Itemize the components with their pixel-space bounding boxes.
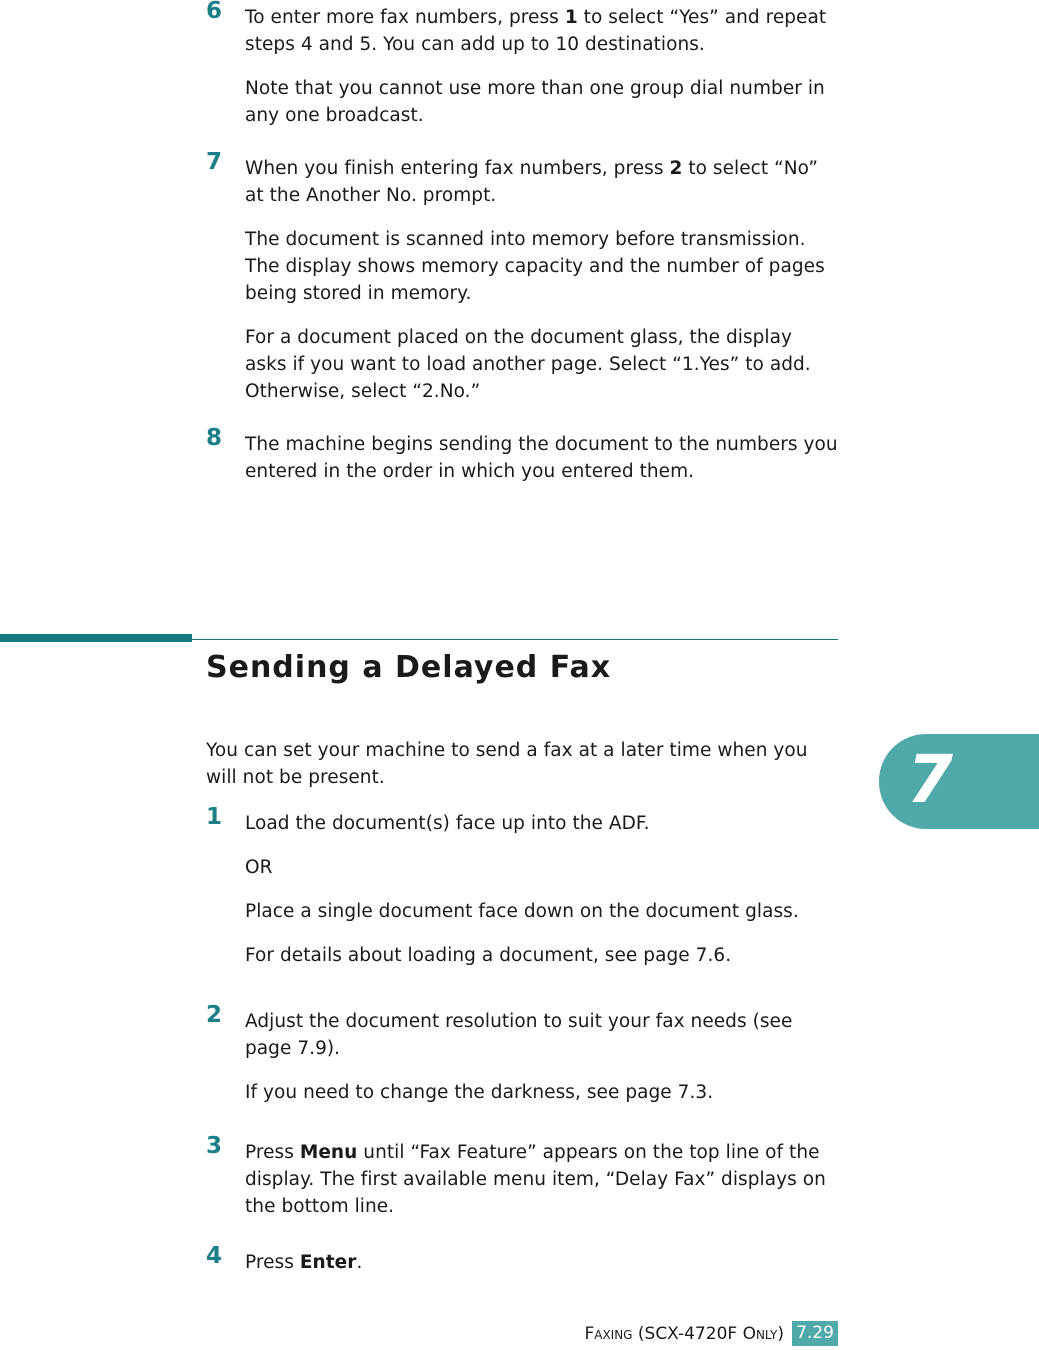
page-footer [0,1322,790,1346]
step-paragraph: The document is scanned into memory before transmission. The display shows memory capacity and the number of pages being stored in memory. [245,229,825,304]
step-number: 4 [206,1243,223,1269]
bold-keyword: 2 [669,158,683,179]
step-7 [206,149,838,405]
step-paragraph: Press Enter. [245,1252,363,1273]
step-body [245,1008,838,1106]
step-number: 2 [206,1002,223,1028]
step-number: 8 [206,425,223,451]
step-number: 6 [206,0,223,24]
step-number: 3 [206,1133,223,1159]
step-paragraph: When you finish entering fax numbers, press 2 to select “No” at the Another No. prompt. [245,158,818,206]
step-paragraph: Note that you cannot use more than one group dial number in any one broadcast. [245,78,825,126]
page-number: 7.29 [792,1321,838,1346]
bold-keyword: Menu [299,1142,358,1163]
step-3 [206,1133,838,1220]
step-number: 1 [206,804,223,830]
bold-keyword: Enter [299,1252,357,1273]
step-paragraph: If you need to change the darkness, see page 7.3. [245,1082,714,1103]
step-4 [206,1243,838,1276]
step-paragraph: Place a single document face down on the document glass. [245,901,799,922]
step-paragraph: Load the document(s) face up into the ADF. [245,813,650,834]
step-body [245,4,838,129]
step-paragraph: Press Menu until “Fax Feature” appears on the top line of the display. The first available menu item, “Delay Fax” displays on the bottom line. [245,1142,826,1217]
chapter-tab-number: 7 [907,741,953,818]
section-title: Sending a Delayed Fax [206,650,612,685]
footer-close: ) [777,1324,784,1344]
section-rule-thin [192,639,838,640]
step-8 [206,425,838,485]
step-1 [206,804,838,969]
step-paragraph: Adjust the document resolution to suit your fax needs (see page 7.9). [245,1011,793,1059]
step-paragraph: For details about loading a document, see page 7.6. [245,945,732,966]
step-body [245,431,838,485]
step-6 [206,0,838,129]
step-number: 7 [206,149,223,175]
bold-keyword: 1 [564,7,578,28]
footer-only: Only [742,1324,778,1344]
footer-model: (SCX-4720F [637,1324,743,1344]
step-body [245,1139,838,1220]
step-2 [206,1002,838,1106]
step-paragraph: The machine begins sending the document to the numbers you entered in the order in which you entered them. [245,434,838,482]
step-paragraph: To enter more fax numbers, press 1 to select “Yes” and repeat steps 4 and 5. You can add up to 10 destinations. [245,7,827,55]
step-body [245,810,838,969]
section-rule-thick [0,634,192,642]
step-paragraph: OR [245,857,273,878]
step-body [245,1249,838,1276]
step-body [245,155,838,405]
footer-chapter-name: Faxing [584,1324,633,1344]
step-paragraph: For a document placed on the document glass, the display asks if you want to load another page. Select “1.Yes” to add. Otherwise, select “2.No.” [245,327,811,402]
section-intro: You can set your machine to send a fax at a later time when you will not be present. [206,740,808,788]
chapter-tab [879,734,1039,829]
